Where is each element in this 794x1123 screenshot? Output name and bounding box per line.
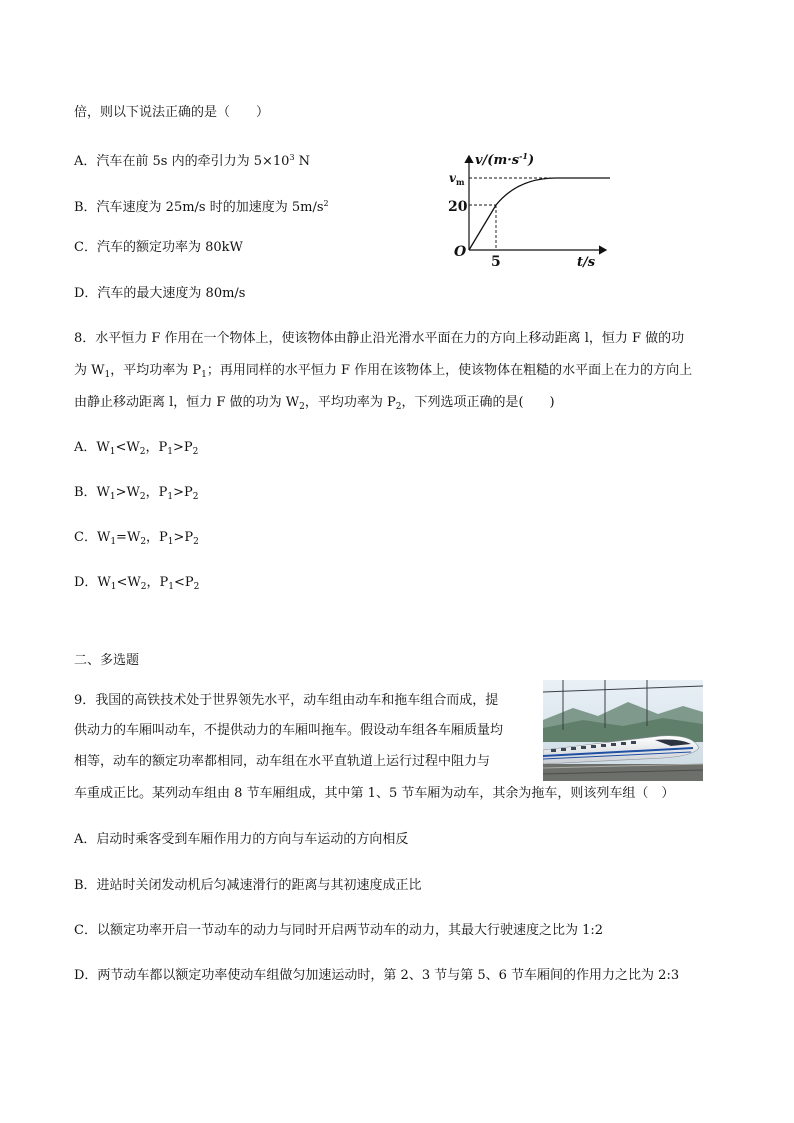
q7-option-a-text: A．汽车在前 5s 内的牵引力为 5×10	[74, 154, 290, 169]
linear-segment	[469, 205, 496, 250]
q8-stem-line-1: 8．水平恒力 F 作用在一个物体上，使该物体由静止沿光滑水平面在力的方向上移动距离 l，恒力 F 做的功	[74, 331, 685, 346]
x-tick-5: 5	[491, 254, 501, 270]
q8-option-d: D．$W_1<W_2$，$P_1<P_2$	[74, 575, 200, 592]
q8-l3-b-sub: 2	[395, 402, 402, 412]
q7-option-a-unit: N	[294, 154, 311, 169]
x-axis-label: t/s	[577, 255, 596, 270]
q7-option-a-exponent: 3	[289, 153, 295, 162]
q9-option-b: B．进站时关闭发动机后匀减速滑行的距离与其初速度成正比	[74, 878, 422, 893]
q8-l3-a-sub: 2	[299, 402, 305, 412]
q8-l2-b-sub: 1	[201, 370, 207, 380]
velocity-time-graph	[446, 148, 616, 272]
q8-stem-line-3	[74, 394, 555, 416]
q8-l2-a: 为 W	[74, 363, 105, 378]
q9-stem-line-2: 供动力的车厢叫动车，不提供动力的车厢叫拖车。假设动车组各车厢质量均	[74, 723, 504, 738]
y-tick-20: 20	[448, 199, 468, 215]
q8-l2-a-sub: 1	[104, 370, 111, 380]
q8-l3-c: ，下列选项正确的是( )	[401, 395, 555, 410]
q8-l3-a: 由静止移动距离 l，恒力 F 做的功为 W	[74, 395, 300, 410]
origin-label: O	[454, 244, 467, 260]
q7-option-a	[74, 149, 310, 171]
q9-stem-line-4: 车重成正比。某列动车组由 8 节车厢组成，其中第 1、5 节车厢为动车，其余为拖车，则该列车组（ ）	[74, 786, 675, 801]
q9-stem-line-3: 相等，动车的额定功率都相同，动车组在水平直轨道上运行过程中阻力与	[74, 754, 491, 769]
high-speed-train-photo	[543, 680, 703, 781]
q8-l3-b: ，平均功率为 P	[304, 395, 396, 410]
q8-stem-line-2	[74, 362, 692, 384]
q8-option-c: C．$W_1=W_2$，$P_1>P_2$	[74, 530, 199, 547]
y-axis-label: $v/(m\cdot s^{-1})$	[475, 151, 535, 168]
q8-l2-b: ，平均功率为 P	[110, 363, 202, 378]
q7-option-c: C．汽车的额定功率为 80kW	[74, 240, 243, 255]
q7-option-b-exponent: 2	[323, 199, 329, 208]
q7-option-d: D．汽车的最大速度为 80m/s	[74, 286, 246, 301]
q7-stem-tail: 倍，则以下说法正确的是（ ）	[74, 105, 270, 120]
vm-label: $v_m$	[449, 171, 465, 187]
q9-stem-line-1: 9．我国的高铁技术处于世界领先水平，动车组由动车和拖车组合而成，提	[74, 693, 499, 708]
section-heading: 二、多选题	[74, 653, 140, 668]
curve-segment	[496, 178, 610, 205]
q9-option-c: C．以额定功率开启一节动车的动力与同时开启两节动车的动力，其最大行驶速度之比为 1:2	[74, 923, 604, 938]
q7-option-b-text: B．汽车速度为 25m/s 时的加速度为 5m/s	[74, 200, 324, 215]
q8-option-a: A．$W_1<W_2$，$P_1>P_2$	[74, 440, 199, 457]
q9-option-a: A．启动时乘客受到车厢作用力的方向与车运动的方向相反	[74, 832, 409, 847]
q8-l2-c: ；再用同样的水平恒力 F 作用在该物体上，使该物体在粗糙的水平面上在力的方向上	[206, 363, 693, 378]
q9-option-d: D．两节动车都以额定功率使动车组做匀加速运动时，第 2、3 节与第 5、6 节车厢间的作用力之比为 2:3	[74, 968, 680, 983]
q7-option-b	[74, 195, 329, 217]
q8-option-b: B．$W_1>W_2$，$P_1>P_2$	[74, 485, 199, 502]
